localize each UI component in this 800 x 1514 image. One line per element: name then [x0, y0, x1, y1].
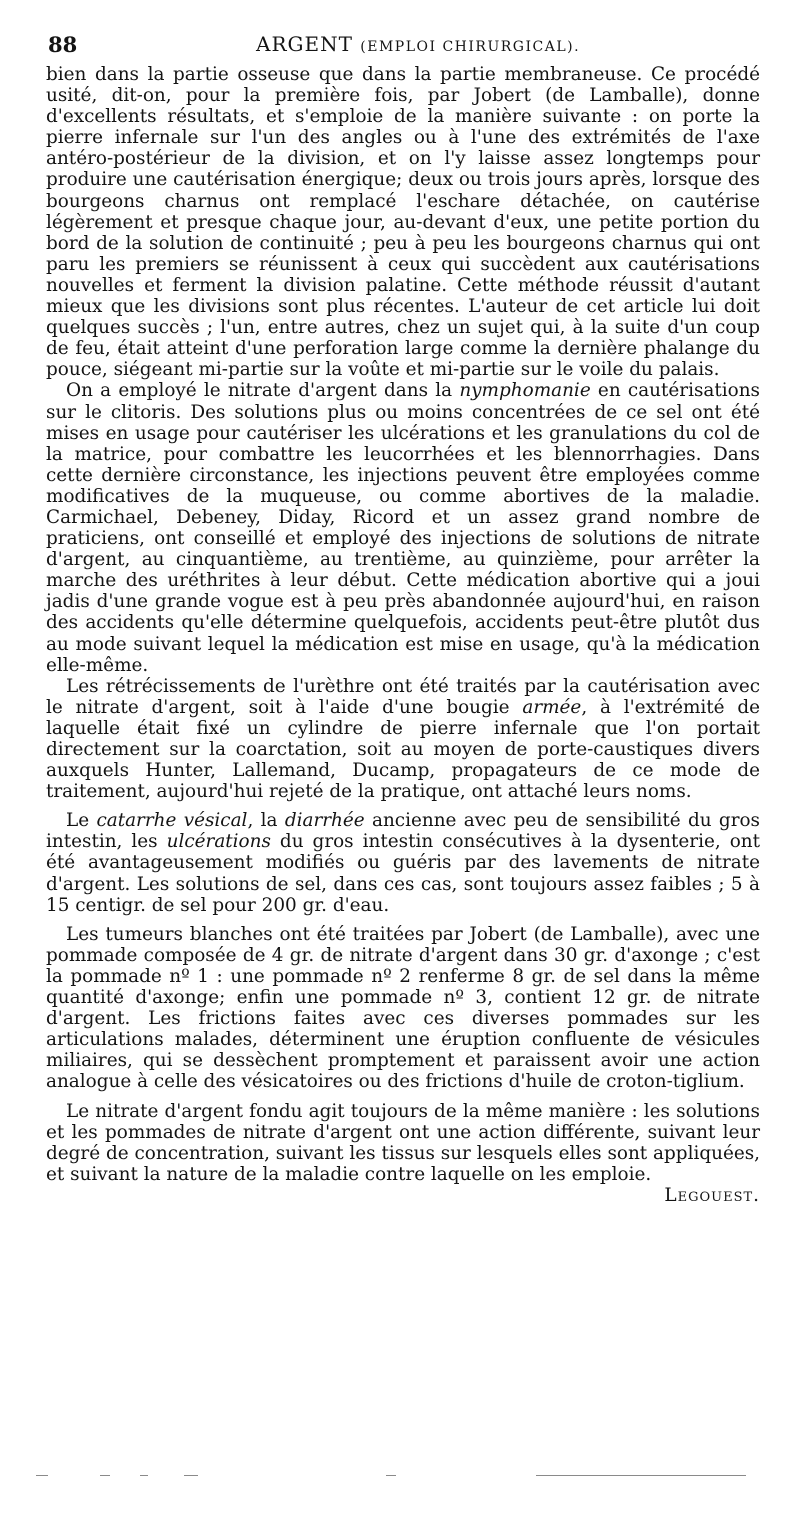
text-run: Les tumeurs blanches ont été traitées par Jobert (de Lamballe), avec une pommade composée de 4 gr. de nitrate d'argent dans 30 gr. d'axonge ; c'est la pommade nº 1 : une pommade nº 2 renferme 8 gr. de sel dans la même quantité d'axonge; enfin une pommade nº 3, contient 12 gr. de nitrate d'argent. Les frictions faites avec ces diverses pommades sur les articulations malades, déterminent une éruption confluente de vésicules miliaires, qui se dessèchent promptement et paraissent avoir une action analogue à celle des vésicatoires ou des frictions d'huile de croton-tiglium.	[46, 923, 760, 1093]
text-run: du gros intestin consécutives à la dysenterie, ont été avantageusement modifiés ou guéris par des lavements de nitrate d'argent. Les solutions de sel, dans ces cas, sont toujours assez faibles ; 5 à 15 centigr. de sel pour 200 gr. d'eau.	[46, 831, 760, 916]
italic-term: diarrhée	[284, 810, 365, 832]
italic-term: nymphomanie	[459, 380, 591, 402]
text-run: , à l'extrémité de laquelle était fixé un cylindre de pierre infernale que l'on portait directement sur la coarctation, soit au moyen de porte-caustiques divers auxquels Hunter, Lallemand, Ducamp, propagateurs de ce mode de traitement, aujourd'hui rejeté de la pratique, ont attaché leurs noms.	[46, 696, 761, 803]
italic-term: catarrhe vésical	[96, 810, 248, 832]
paragraph-5	[46, 924, 760, 1093]
footer-dash	[184, 1475, 198, 1476]
italic-term: armée	[522, 696, 582, 718]
running-title-main: ARGENT	[256, 32, 353, 56]
text-run: bien dans la partie osseuse que dans la partie membraneuse. Ce procédé usité, dit-on, pour la première fois, par Jobert (de Lamballe), donne d'excellents résultats, et s'emploie de la manière suivante : on porte la pierre infernale sur l'un des angles ou à l'une des extrémités de l'axe antéro-postérieur de la division, et on l'y laisse assez longtemps pour produire une cautérisation énergique; deux ou trois jours après, lorsque des bourgeons charnus ont remplacé l'eschare détachée, on cautérise légèrement et presque chaque jour, au-devant d'eux, une petite portion du bord de la solution de continuité ; peu à peu les bourgeons charnus qui ont paru les premiers se réunissent à ceux qui succèdent aux cautérisations nouvelles et ferment la division palatine. Cette méthode réussit d'autant mieux que les divisions sont plus récentes. L'auteur de cet article lui doit quelques succès ; l'un, entre autres, chez un sujet qui, à la suite d'un coup de feu, était atteint d'une perforation large comme la dernière phalange du pouce, siégeant mi-partie sur la voûte et mi-partie sur le voile du palais.	[46, 64, 760, 381]
italic-term: ulcérations	[166, 831, 271, 853]
text-run: Le nitrate d'argent fondu agit toujours de la même manière : les solutions et les pommades de nitrate d'argent ont une action différente, suivant leur degré de concentration, suivant les tissus sur lesquels elles sont appliquées, et suivant la nature de la maladie contre laquelle on les emploie.	[46, 1100, 760, 1185]
paragraph-3	[46, 676, 760, 803]
text-run: Les rétrécissements de l'urèthre ont été traités par la cautérisation avec le nitrate d'argent, soit à l'aide d'une bougie	[46, 675, 760, 718]
footer-dash	[140, 1475, 148, 1476]
paragraph-4	[46, 810, 760, 915]
running-title-subtitle: (EMPLOI CHIRURGICAL).	[360, 39, 581, 55]
paragraph-6	[46, 1100, 760, 1206]
running-title	[256, 32, 580, 56]
paragraph-1	[46, 64, 760, 380]
text-run: , la	[247, 810, 285, 832]
footer-dash	[386, 1475, 396, 1476]
page-header	[48, 28, 758, 68]
text-run: On a employé le nitrate d'argent dans la	[66, 380, 460, 402]
body-text	[46, 64, 760, 1206]
footer-rule	[36, 1472, 756, 1482]
text-run: en cautérisations sur le clitoris. Des solutions plus ou moins concentrées de ce sel ont été mises en usage pour cautériser les ulcérations et les granulations du col de la matrice, pour combattre les leucorrhées et les blennorrhagies. Dans cette dernière circonstance, les injections peuvent être employées comme modificatives de la muqueuse, ou comme abortives de la maladie. Carmichael, Debeney, Diday, Ricord et un assez grand nombre de praticiens, ont conseillé et employé des injections de solutions de nitrate d'argent, au cinquantième, au trentième, au quinzième, pour arrêter la marche des uréthrites à leur début. Cette médication abortive qui a joui jadis d'une grande vogue est à peu près abandonnée aujourd'hui, en raison des accidents qu'elle détermine quelquefois, accidents peut-être plutôt dus au mode suivant lequel la médication est mise en usage, qu'à la médication elle-même.	[46, 380, 760, 676]
author-signature: Legouest.	[664, 1184, 760, 1206]
footer-dash	[36, 1475, 48, 1476]
text-run: ancienne avec peu de sensibilité du gros intestin, les	[46, 810, 760, 853]
text-run: Le	[66, 810, 97, 832]
footer-dash	[100, 1475, 110, 1476]
page-number: 88	[48, 32, 78, 57]
paragraph-2	[46, 380, 760, 675]
footer-dash	[536, 1475, 746, 1476]
